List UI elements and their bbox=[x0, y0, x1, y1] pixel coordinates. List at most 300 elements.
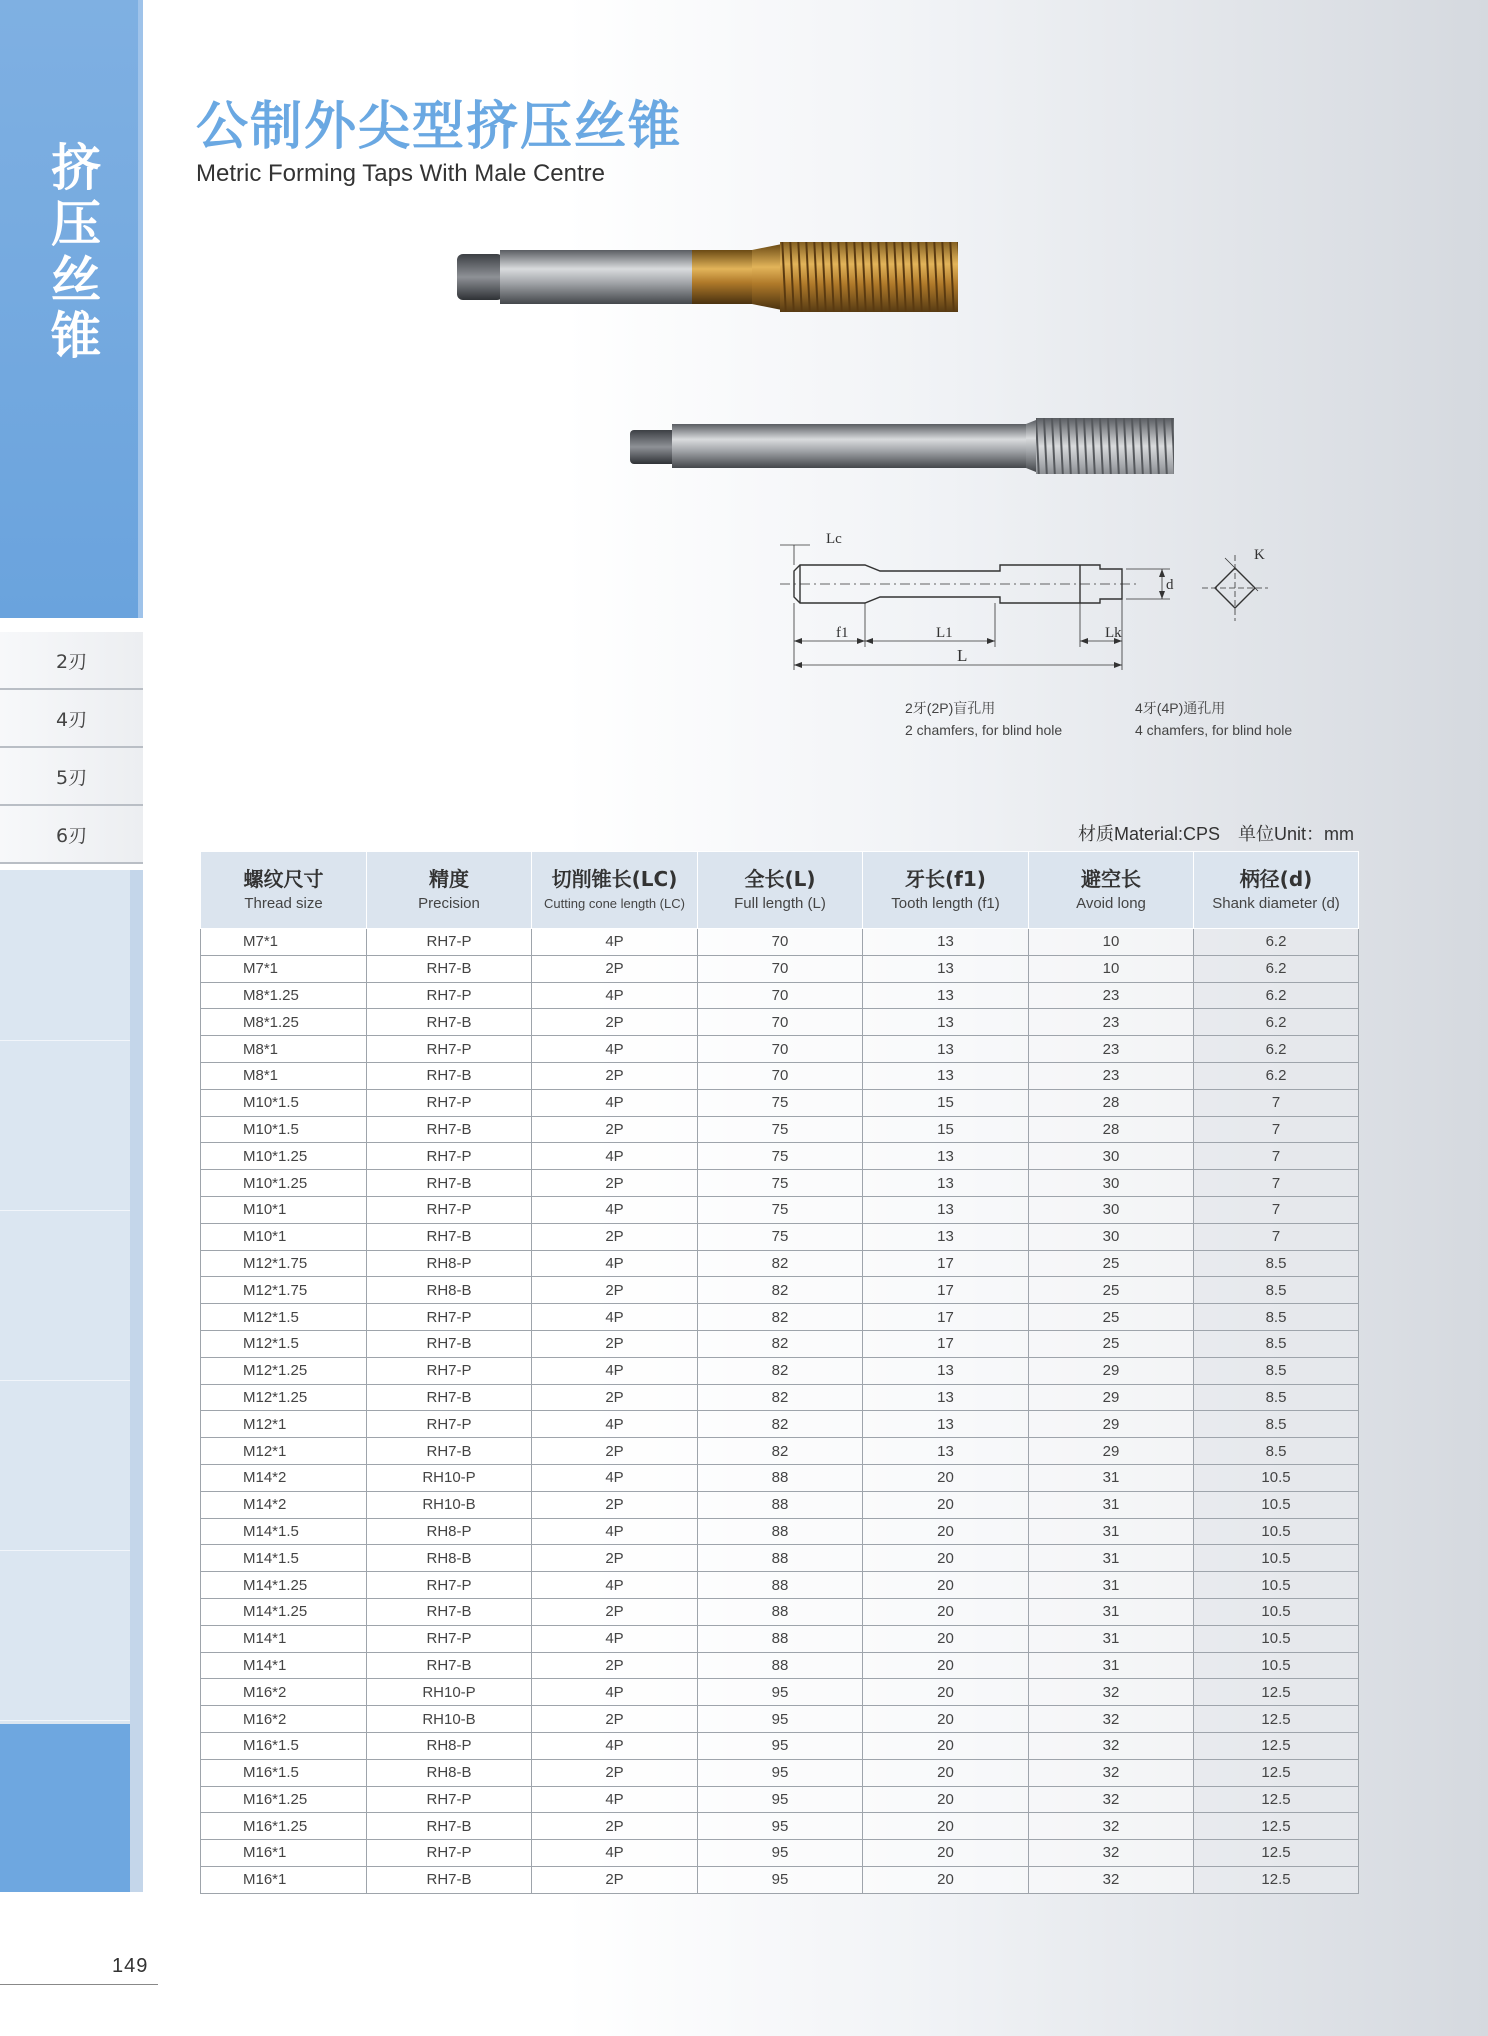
cell-tooth-length: 13 bbox=[863, 1009, 1029, 1036]
cell-precision: RH7-P bbox=[367, 1411, 532, 1438]
cell-shank-diameter: 10.5 bbox=[1194, 1572, 1359, 1599]
cell-full-length: 88 bbox=[698, 1491, 863, 1518]
cell-thread-size: M12*1 bbox=[201, 1438, 367, 1465]
cell-full-length: 75 bbox=[698, 1170, 863, 1197]
cell-cutting-cone-length: 2P bbox=[532, 1706, 698, 1733]
cell-full-length: 75 bbox=[698, 1196, 863, 1223]
table-row bbox=[201, 1866, 1359, 1893]
table-row bbox=[201, 1786, 1359, 1813]
header-en: Shank diameter (d) bbox=[1212, 895, 1340, 912]
cell-thread-size: M16*1.5 bbox=[201, 1759, 367, 1786]
sidebar-tab-4-flute[interactable]: 4刃 bbox=[0, 690, 143, 748]
label-k: K bbox=[1254, 547, 1265, 563]
sidebar-tab-5-flute[interactable]: 5刃 bbox=[0, 748, 143, 806]
cell-cutting-cone-length: 4P bbox=[532, 1196, 698, 1223]
cell-precision: RH7-B bbox=[367, 1062, 532, 1089]
cell-precision: RH7-P bbox=[367, 1036, 532, 1063]
cell-tooth-length: 13 bbox=[863, 1384, 1029, 1411]
table-row bbox=[201, 1652, 1359, 1679]
table-row bbox=[201, 1706, 1359, 1733]
cell-precision: RH7-P bbox=[367, 1196, 532, 1223]
cell-avoid-long: 23 bbox=[1029, 1036, 1194, 1063]
cell-thread-size: M10*1 bbox=[201, 1196, 367, 1223]
table-row bbox=[201, 1732, 1359, 1759]
cell-cutting-cone-length: 4P bbox=[532, 1464, 698, 1491]
cell-full-length: 70 bbox=[698, 929, 863, 956]
cell-precision: RH7-B bbox=[367, 1009, 532, 1036]
table-row bbox=[201, 1545, 1359, 1572]
cell-full-length: 88 bbox=[698, 1652, 863, 1679]
cell-shank-diameter: 6.2 bbox=[1194, 982, 1359, 1009]
cell-avoid-long: 29 bbox=[1029, 1357, 1194, 1384]
cell-precision: RH7-P bbox=[367, 1572, 532, 1599]
cell-avoid-long: 32 bbox=[1029, 1813, 1194, 1840]
table-row bbox=[201, 1143, 1359, 1170]
cell-precision: RH7-B bbox=[367, 1116, 532, 1143]
chamfer-note-2p-cn: 2牙(2P)盲孔用 bbox=[905, 700, 996, 716]
table-row bbox=[201, 1840, 1359, 1867]
table-row bbox=[201, 1304, 1359, 1331]
cell-full-length: 82 bbox=[698, 1277, 863, 1304]
cell-precision: RH7-P bbox=[367, 1089, 532, 1116]
cell-cutting-cone-length: 4P bbox=[532, 1518, 698, 1545]
cell-precision: RH7-B bbox=[367, 1598, 532, 1625]
page-subtitle: Metric Forming Taps With Male Centre bbox=[196, 160, 606, 187]
cell-thread-size: M8*1 bbox=[201, 1062, 367, 1089]
header-en: Precision bbox=[418, 895, 480, 912]
cell-thread-size: M12*1.75 bbox=[201, 1277, 367, 1304]
cell-tooth-length: 20 bbox=[863, 1706, 1029, 1733]
cell-tooth-length: 20 bbox=[863, 1652, 1029, 1679]
cell-avoid-long: 32 bbox=[1029, 1732, 1194, 1759]
cell-full-length: 95 bbox=[698, 1732, 863, 1759]
cell-full-length: 95 bbox=[698, 1679, 863, 1706]
cell-shank-diameter: 8.5 bbox=[1194, 1411, 1359, 1438]
table-row bbox=[201, 1438, 1359, 1465]
cell-shank-diameter: 8.5 bbox=[1194, 1250, 1359, 1277]
cell-avoid-long: 32 bbox=[1029, 1786, 1194, 1813]
header-cn: 牙长(f1) bbox=[905, 867, 986, 891]
cell-thread-size: M12*1 bbox=[201, 1411, 367, 1438]
cell-shank-diameter: 7 bbox=[1194, 1116, 1359, 1143]
page-number: 149 bbox=[112, 1955, 149, 1977]
cell-thread-size: M14*1 bbox=[201, 1625, 367, 1652]
cell-precision: RH7-B bbox=[367, 1652, 532, 1679]
cell-cutting-cone-length: 4P bbox=[532, 1840, 698, 1867]
header-cn: 全长(L) bbox=[744, 867, 816, 891]
cell-precision: RH7-B bbox=[367, 1384, 532, 1411]
cell-cutting-cone-length: 2P bbox=[532, 1598, 698, 1625]
cell-shank-diameter: 7 bbox=[1194, 1170, 1359, 1197]
cell-cutting-cone-length: 4P bbox=[532, 1357, 698, 1384]
cell-shank-diameter: 8.5 bbox=[1194, 1277, 1359, 1304]
cell-tooth-length: 17 bbox=[863, 1330, 1029, 1357]
cell-full-length: 82 bbox=[698, 1357, 863, 1384]
cell-cutting-cone-length: 4P bbox=[532, 1732, 698, 1759]
cell-thread-size: M16*1.25 bbox=[201, 1813, 367, 1840]
cell-tooth-length: 13 bbox=[863, 1411, 1029, 1438]
sidebar-tab-6-flute[interactable]: 6刃 bbox=[0, 806, 143, 864]
table-row bbox=[201, 929, 1359, 956]
cell-avoid-long: 32 bbox=[1029, 1679, 1194, 1706]
cell-precision: RH7-B bbox=[367, 1438, 532, 1465]
sidebar-edge bbox=[138, 0, 143, 618]
cell-tooth-length: 17 bbox=[863, 1250, 1029, 1277]
cell-shank-diameter: 8.5 bbox=[1194, 1304, 1359, 1331]
cell-avoid-long: 29 bbox=[1029, 1411, 1194, 1438]
cell-avoid-long: 32 bbox=[1029, 1706, 1194, 1733]
label-l: L bbox=[957, 646, 968, 665]
cell-cutting-cone-length: 2P bbox=[532, 1223, 698, 1250]
cell-thread-size: M10*1.25 bbox=[201, 1170, 367, 1197]
cell-shank-diameter: 7 bbox=[1194, 1196, 1359, 1223]
header-cn: 避空长 bbox=[1081, 867, 1141, 891]
cell-precision: RH7-P bbox=[367, 1625, 532, 1652]
cell-precision: RH7-P bbox=[367, 982, 532, 1009]
cell-thread-size: M8*1.25 bbox=[201, 982, 367, 1009]
cell-tooth-length: 15 bbox=[863, 1089, 1029, 1116]
unit-label: 单位Unit：mm bbox=[1238, 824, 1355, 844]
cell-full-length: 88 bbox=[698, 1598, 863, 1625]
cell-shank-diameter: 6.2 bbox=[1194, 1036, 1359, 1063]
table-row bbox=[201, 1813, 1359, 1840]
dimension-drawing bbox=[770, 525, 1290, 675]
cell-precision: RH8-P bbox=[367, 1732, 532, 1759]
sidebar-category-char: 挤 bbox=[51, 139, 101, 197]
cell-full-length: 70 bbox=[698, 1036, 863, 1063]
cell-full-length: 95 bbox=[698, 1813, 863, 1840]
cell-tooth-length: 13 bbox=[863, 1143, 1029, 1170]
cell-tooth-length: 20 bbox=[863, 1572, 1029, 1599]
cell-tooth-length: 20 bbox=[863, 1491, 1029, 1518]
cell-cutting-cone-length: 4P bbox=[532, 1411, 698, 1438]
cell-thread-size: M8*1.25 bbox=[201, 1009, 367, 1036]
cell-avoid-long: 31 bbox=[1029, 1464, 1194, 1491]
cell-shank-diameter: 7 bbox=[1194, 1143, 1359, 1170]
cell-shank-diameter: 12.5 bbox=[1194, 1840, 1359, 1867]
cell-cutting-cone-length: 2P bbox=[532, 1009, 698, 1036]
cell-shank-diameter: 10.5 bbox=[1194, 1625, 1359, 1652]
cell-thread-size: M16*2 bbox=[201, 1679, 367, 1706]
table-row bbox=[201, 1625, 1359, 1652]
cell-cutting-cone-length: 2P bbox=[532, 1062, 698, 1089]
cell-precision: RH7-P bbox=[367, 1304, 532, 1331]
cell-tooth-length: 13 bbox=[863, 1062, 1029, 1089]
header-en: Thread size bbox=[244, 895, 323, 912]
cell-tooth-length: 20 bbox=[863, 1545, 1029, 1572]
cell-thread-size: M12*1.5 bbox=[201, 1330, 367, 1357]
chamfer-note-4p bbox=[1135, 697, 1292, 741]
table-row bbox=[201, 1572, 1359, 1599]
cell-precision: RH7-B bbox=[367, 1170, 532, 1197]
cell-tooth-length: 20 bbox=[863, 1464, 1029, 1491]
cell-cutting-cone-length: 4P bbox=[532, 1089, 698, 1116]
sidebar-category-char: 压 bbox=[51, 195, 101, 253]
cell-full-length: 88 bbox=[698, 1545, 863, 1572]
sidebar-category-char: 锥 bbox=[51, 307, 101, 365]
table-row bbox=[201, 1089, 1359, 1116]
cell-tooth-length: 20 bbox=[863, 1732, 1029, 1759]
sidebar-divider bbox=[0, 1720, 130, 1721]
cell-precision: RH7-P bbox=[367, 1143, 532, 1170]
cell-cutting-cone-length: 4P bbox=[532, 1143, 698, 1170]
cell-avoid-long: 31 bbox=[1029, 1518, 1194, 1545]
table-row bbox=[201, 1330, 1359, 1357]
cell-precision: RH7-B bbox=[367, 1223, 532, 1250]
cell-full-length: 95 bbox=[698, 1759, 863, 1786]
sidebar-category-char: 丝 bbox=[51, 251, 101, 309]
cell-full-length: 95 bbox=[698, 1840, 863, 1867]
table-row bbox=[201, 1679, 1359, 1706]
table-row bbox=[201, 1491, 1359, 1518]
table-row bbox=[201, 1598, 1359, 1625]
chamfer-note-2p-en: 2 chamfers, for blind hole bbox=[905, 722, 1063, 738]
cell-full-length: 82 bbox=[698, 1384, 863, 1411]
cell-precision: RH7-B bbox=[367, 1330, 532, 1357]
cell-tooth-length: 20 bbox=[863, 1813, 1029, 1840]
cell-shank-diameter: 8.5 bbox=[1194, 1330, 1359, 1357]
label-lk: Lk bbox=[1105, 625, 1122, 641]
page-number-rule bbox=[0, 1984, 158, 1985]
cell-cutting-cone-length: 2P bbox=[532, 1866, 698, 1893]
cell-full-length: 82 bbox=[698, 1330, 863, 1357]
material-unit-line bbox=[1078, 820, 1354, 846]
cell-full-length: 95 bbox=[698, 1786, 863, 1813]
cell-precision: RH10-P bbox=[367, 1464, 532, 1491]
cell-cutting-cone-length: 4P bbox=[532, 929, 698, 956]
header-thread-size bbox=[201, 852, 367, 929]
cell-shank-diameter: 12.5 bbox=[1194, 1732, 1359, 1759]
cell-shank-diameter: 6.2 bbox=[1194, 1062, 1359, 1089]
cell-cutting-cone-length: 4P bbox=[532, 1250, 698, 1277]
cell-tooth-length: 20 bbox=[863, 1625, 1029, 1652]
cell-shank-diameter: 12.5 bbox=[1194, 1706, 1359, 1733]
cell-avoid-long: 23 bbox=[1029, 1062, 1194, 1089]
cell-precision: RH8-B bbox=[367, 1277, 532, 1304]
cell-thread-size: M10*1 bbox=[201, 1223, 367, 1250]
sidebar-divider bbox=[0, 1210, 130, 1211]
cell-thread-size: M16*1.25 bbox=[201, 1786, 367, 1813]
cell-tooth-length: 20 bbox=[863, 1866, 1029, 1893]
cell-full-length: 82 bbox=[698, 1438, 863, 1465]
chamfer-note-4p-cn: 4牙(4P)通孔用 bbox=[1135, 700, 1226, 716]
cell-shank-diameter: 12.5 bbox=[1194, 1786, 1359, 1813]
cell-thread-size: M12*1.25 bbox=[201, 1357, 367, 1384]
cell-tooth-length: 20 bbox=[863, 1679, 1029, 1706]
cell-full-length: 75 bbox=[698, 1116, 863, 1143]
cell-cutting-cone-length: 4P bbox=[532, 982, 698, 1009]
cell-cutting-cone-length: 2P bbox=[532, 1116, 698, 1143]
cell-shank-diameter: 10.5 bbox=[1194, 1518, 1359, 1545]
cell-thread-size: M16*1.5 bbox=[201, 1732, 367, 1759]
sidebar-active-marker bbox=[0, 1724, 130, 1892]
cell-thread-size: M10*1.5 bbox=[201, 1116, 367, 1143]
cell-tooth-length: 15 bbox=[863, 1116, 1029, 1143]
cell-precision: RH7-B bbox=[367, 955, 532, 982]
cell-full-length: 70 bbox=[698, 1009, 863, 1036]
table-row bbox=[201, 1518, 1359, 1545]
cell-avoid-long: 30 bbox=[1029, 1196, 1194, 1223]
cell-avoid-long: 31 bbox=[1029, 1652, 1194, 1679]
cell-full-length: 88 bbox=[698, 1464, 863, 1491]
cell-full-length: 88 bbox=[698, 1625, 863, 1652]
cell-full-length: 95 bbox=[698, 1706, 863, 1733]
cell-cutting-cone-length: 2P bbox=[532, 1170, 698, 1197]
cell-precision: RH7-P bbox=[367, 1786, 532, 1813]
cell-cutting-cone-length: 2P bbox=[532, 1384, 698, 1411]
header-full-length bbox=[698, 852, 863, 929]
cell-full-length: 70 bbox=[698, 1062, 863, 1089]
cell-avoid-long: 30 bbox=[1029, 1223, 1194, 1250]
cell-avoid-long: 31 bbox=[1029, 1491, 1194, 1518]
table-row bbox=[201, 1116, 1359, 1143]
sidebar-divider bbox=[0, 1380, 130, 1381]
coated-tap-image bbox=[452, 236, 962, 316]
cell-thread-size: M7*1 bbox=[201, 955, 367, 982]
cell-cutting-cone-length: 4P bbox=[532, 1572, 698, 1599]
label-lc: Lc bbox=[826, 531, 842, 547]
spec-table bbox=[200, 851, 1359, 1894]
cell-tooth-length: 13 bbox=[863, 1196, 1029, 1223]
cell-full-length: 82 bbox=[698, 1411, 863, 1438]
table-row bbox=[201, 1357, 1359, 1384]
cell-thread-size: M16*2 bbox=[201, 1706, 367, 1733]
cell-shank-diameter: 6.2 bbox=[1194, 955, 1359, 982]
sidebar-divider bbox=[0, 1040, 130, 1041]
cell-avoid-long: 32 bbox=[1029, 1840, 1194, 1867]
cell-shank-diameter: 8.5 bbox=[1194, 1384, 1359, 1411]
cell-precision: RH8-B bbox=[367, 1759, 532, 1786]
cell-precision: RH8-B bbox=[367, 1545, 532, 1572]
header-cn: 切削锥长(LC) bbox=[551, 867, 678, 891]
cell-cutting-cone-length: 4P bbox=[532, 1304, 698, 1331]
cell-thread-size: M12*1.75 bbox=[201, 1250, 367, 1277]
cell-shank-diameter: 12.5 bbox=[1194, 1679, 1359, 1706]
cell-tooth-length: 20 bbox=[863, 1840, 1029, 1867]
cell-tooth-length: 17 bbox=[863, 1277, 1029, 1304]
cell-thread-size: M16*1 bbox=[201, 1840, 367, 1867]
table-row bbox=[201, 982, 1359, 1009]
cell-full-length: 82 bbox=[698, 1250, 863, 1277]
cell-avoid-long: 31 bbox=[1029, 1572, 1194, 1599]
cell-tooth-length: 13 bbox=[863, 1170, 1029, 1197]
header-en: Cutting cone length (LC) bbox=[544, 896, 685, 911]
cell-shank-diameter: 7 bbox=[1194, 1223, 1359, 1250]
cell-shank-diameter: 10.5 bbox=[1194, 1464, 1359, 1491]
cell-shank-diameter: 8.5 bbox=[1194, 1357, 1359, 1384]
cell-tooth-length: 13 bbox=[863, 955, 1029, 982]
cell-shank-diameter: 12.5 bbox=[1194, 1759, 1359, 1786]
cell-precision: RH7-P bbox=[367, 1840, 532, 1867]
sidebar-divider bbox=[0, 1550, 130, 1551]
cell-shank-diameter: 12.5 bbox=[1194, 1813, 1359, 1840]
cell-full-length: 75 bbox=[698, 1143, 863, 1170]
cell-avoid-long: 25 bbox=[1029, 1304, 1194, 1331]
cell-precision: RH7-P bbox=[367, 1357, 532, 1384]
cell-precision: RH10-B bbox=[367, 1491, 532, 1518]
table-row bbox=[201, 1196, 1359, 1223]
label-f1: f1 bbox=[836, 625, 849, 641]
header-cn: 螺纹尺寸 bbox=[243, 867, 324, 891]
cell-thread-size: M14*2 bbox=[201, 1464, 367, 1491]
cell-shank-diameter: 10.5 bbox=[1194, 1652, 1359, 1679]
cell-thread-size: M12*1.25 bbox=[201, 1384, 367, 1411]
cell-tooth-length: 20 bbox=[863, 1759, 1029, 1786]
cell-avoid-long: 28 bbox=[1029, 1116, 1194, 1143]
cell-avoid-long: 29 bbox=[1029, 1438, 1194, 1465]
cell-full-length: 75 bbox=[698, 1089, 863, 1116]
cell-precision: RH8-P bbox=[367, 1518, 532, 1545]
cell-avoid-long: 32 bbox=[1029, 1759, 1194, 1786]
cell-thread-size: M14*1 bbox=[201, 1652, 367, 1679]
table-row bbox=[201, 1464, 1359, 1491]
cell-tooth-length: 20 bbox=[863, 1518, 1029, 1545]
cell-tooth-length: 17 bbox=[863, 1304, 1029, 1331]
cell-avoid-long: 25 bbox=[1029, 1277, 1194, 1304]
table-row bbox=[201, 1411, 1359, 1438]
cell-shank-diameter: 7 bbox=[1194, 1089, 1359, 1116]
cell-thread-size: M14*1.25 bbox=[201, 1572, 367, 1599]
chamfer-note-4p-en: 4 chamfers, for blind hole bbox=[1135, 722, 1293, 738]
sidebar-tab-2-flute[interactable]: 2刃 bbox=[0, 632, 143, 690]
cell-avoid-long: 32 bbox=[1029, 1866, 1194, 1893]
cell-cutting-cone-length: 2P bbox=[532, 1813, 698, 1840]
cell-cutting-cone-length: 2P bbox=[532, 1330, 698, 1357]
header-cutting-cone-length bbox=[532, 852, 698, 929]
cell-shank-diameter: 12.5 bbox=[1194, 1866, 1359, 1893]
cell-thread-size: M14*1.5 bbox=[201, 1518, 367, 1545]
header-en: Avoid long bbox=[1076, 895, 1146, 912]
table-row bbox=[201, 1759, 1359, 1786]
cell-avoid-long: 10 bbox=[1029, 955, 1194, 982]
cell-tooth-length: 13 bbox=[863, 929, 1029, 956]
cell-thread-size: M16*1 bbox=[201, 1866, 367, 1893]
header-avoid-long bbox=[1029, 852, 1194, 929]
cell-full-length: 88 bbox=[698, 1518, 863, 1545]
cell-avoid-long: 30 bbox=[1029, 1170, 1194, 1197]
cell-thread-size: M8*1 bbox=[201, 1036, 367, 1063]
table-row bbox=[201, 1170, 1359, 1197]
cell-avoid-long: 23 bbox=[1029, 982, 1194, 1009]
cell-shank-diameter: 6.2 bbox=[1194, 929, 1359, 956]
cell-precision: RH8-P bbox=[367, 1250, 532, 1277]
cell-precision: RH7-B bbox=[367, 1866, 532, 1893]
page-title: 公制外尖型挤压丝锥 bbox=[196, 97, 683, 157]
cell-tooth-length: 13 bbox=[863, 1036, 1029, 1063]
cell-shank-diameter: 6.2 bbox=[1194, 1009, 1359, 1036]
table-row bbox=[201, 1250, 1359, 1277]
cell-cutting-cone-length: 2P bbox=[532, 1491, 698, 1518]
header-cn: 柄径(d) bbox=[1239, 867, 1313, 891]
header-precision bbox=[367, 852, 532, 929]
bright-tap-image bbox=[626, 418, 1178, 474]
cell-thread-size: M14*1.25 bbox=[201, 1598, 367, 1625]
cell-tooth-length: 13 bbox=[863, 1357, 1029, 1384]
header-shank-diameter bbox=[1194, 852, 1359, 929]
cell-tooth-length: 13 bbox=[863, 1223, 1029, 1250]
cell-cutting-cone-length: 2P bbox=[532, 1652, 698, 1679]
cell-full-length: 70 bbox=[698, 982, 863, 1009]
cell-thread-size: M14*1.5 bbox=[201, 1545, 367, 1572]
material-label: 材质Material:CPS bbox=[1078, 824, 1221, 844]
cell-thread-size: M12*1.5 bbox=[201, 1304, 367, 1331]
cell-shank-diameter: 10.5 bbox=[1194, 1598, 1359, 1625]
cell-avoid-long: 31 bbox=[1029, 1545, 1194, 1572]
cell-thread-size: M10*1.5 bbox=[201, 1089, 367, 1116]
header-cn: 精度 bbox=[429, 867, 469, 891]
table-header-row bbox=[201, 852, 1359, 929]
table-row bbox=[201, 955, 1359, 982]
